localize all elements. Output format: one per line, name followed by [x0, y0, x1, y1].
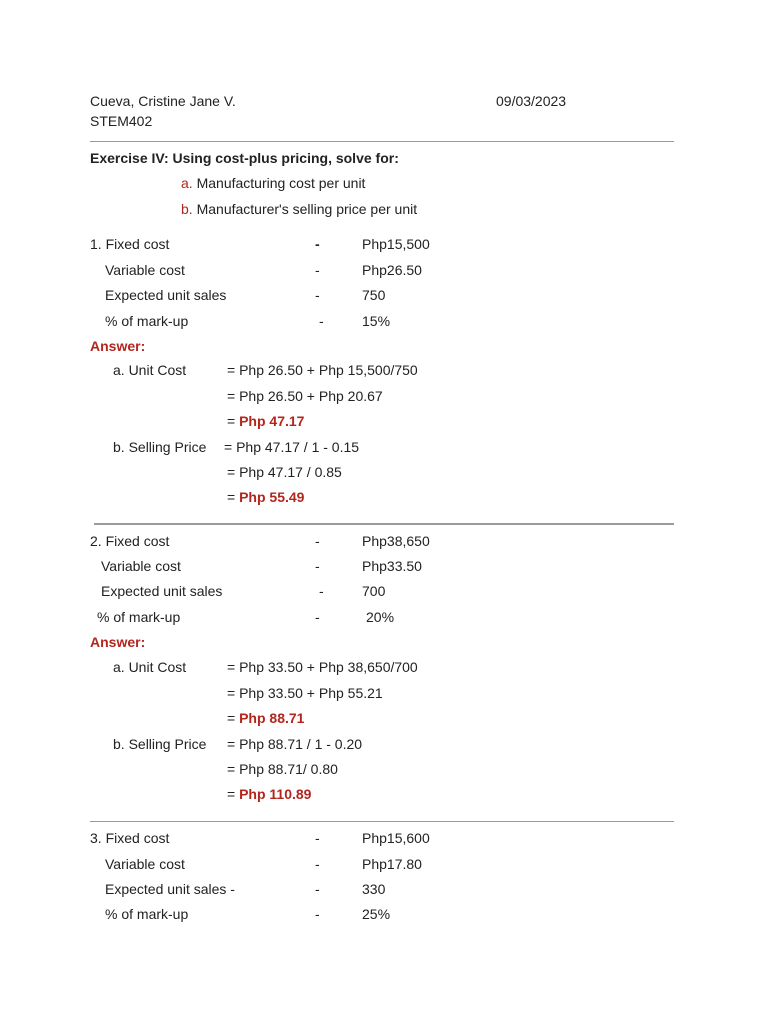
given-value: 25% — [362, 906, 391, 922]
given-label: Variable cost — [105, 856, 185, 872]
exercise-item-b — [181, 201, 417, 217]
unit-cost-step: = Php 26.50 + Php 15,500/750 — [227, 362, 418, 378]
document-date: 09/03/2023 — [496, 93, 567, 109]
given-dash: - — [315, 881, 320, 897]
given-label: 1. Fixed cost — [90, 236, 170, 252]
section-divider — [90, 821, 674, 822]
given-label: % of mark-up — [97, 609, 181, 625]
selling-price-result — [227, 489, 304, 505]
exercise-item-letter: b. — [181, 201, 193, 217]
given-label: % of mark-up — [105, 906, 189, 922]
given-dash: - — [315, 558, 320, 574]
unit-cost-result — [227, 710, 304, 726]
student-name: Cueva, Cristine Jane V. — [90, 93, 236, 109]
result-value: Php 88.71 — [239, 710, 305, 726]
unit-cost-result — [227, 413, 304, 429]
result-value: Php 47.17 — [239, 413, 305, 429]
given-label: Variable cost — [101, 558, 181, 574]
selling-price-label: b. Selling Price — [113, 439, 207, 455]
result-prefix: = — [227, 786, 240, 802]
given-label: Expected unit sales - — [105, 881, 235, 897]
selling-price-label: b. Selling Price — [113, 736, 207, 752]
given-label: 3. Fixed cost — [90, 830, 170, 846]
given-value: Php38,650 — [362, 533, 430, 549]
given-dash: - — [315, 906, 320, 922]
unit-cost-step: = Php 26.50 + Php 20.67 — [227, 388, 383, 404]
unit-cost-step: = Php 33.50 + Php 55.21 — [227, 685, 383, 701]
result-prefix: = — [227, 413, 240, 429]
given-dash: - — [319, 313, 324, 329]
unit-cost-step: = Php 33.50 + Php 38,650/700 — [227, 659, 418, 675]
given-label: Variable cost — [105, 262, 185, 278]
selling-price-step: = Php 47.17 / 1 - 0.15 — [224, 439, 360, 455]
given-value: Php15,600 — [362, 830, 430, 846]
result-prefix: = — [227, 710, 240, 726]
given-value: 20% — [366, 609, 395, 625]
selling-price-step: = Php 88.71/ 0.80 — [227, 761, 338, 777]
given-value: 330 — [362, 881, 386, 897]
given-dash: - — [315, 856, 320, 872]
given-dash: - — [315, 287, 320, 303]
given-dash: - — [319, 583, 324, 599]
given-dash: - — [315, 533, 320, 549]
header-divider — [90, 141, 674, 142]
selling-price-step: = Php 88.71 / 1 - 0.20 — [227, 736, 363, 752]
given-value: Php17.80 — [362, 856, 422, 872]
given-value: Php26.50 — [362, 262, 422, 278]
selling-price-step: = Php 47.17 / 0.85 — [227, 464, 342, 480]
exercise-item-text: Manufacturing cost per unit — [196, 175, 366, 191]
exercise-item-text: Manufacturer's selling price per unit — [196, 201, 418, 217]
given-value: Php15,500 — [362, 236, 430, 252]
given-label: % of mark-up — [105, 313, 189, 329]
unit-cost-label: a. Unit Cost — [113, 659, 187, 675]
section-divider — [94, 523, 674, 525]
exercise-title: Exercise IV: Using cost-plus pricing, solve for: — [90, 150, 399, 166]
result-prefix: = — [227, 489, 240, 505]
given-dash: - — [315, 609, 320, 625]
result-value: Php 110.89 — [239, 786, 312, 802]
exercise-item-letter: a. — [181, 175, 193, 191]
given-value: 15% — [362, 313, 391, 329]
given-label: 2. Fixed cost — [90, 533, 170, 549]
given-dash: - — [315, 830, 320, 846]
student-section: STEM402 — [90, 113, 153, 129]
result-value: Php 55.49 — [239, 489, 305, 505]
selling-price-result — [227, 786, 311, 802]
exercise-item-a — [181, 175, 365, 191]
given-dash: - — [315, 236, 320, 252]
answer-label: Answer: — [90, 338, 146, 354]
given-dash: - — [315, 262, 320, 278]
answer-label: Answer: — [90, 634, 146, 650]
unit-cost-label: a. Unit Cost — [113, 362, 187, 378]
given-label: Expected unit sales — [105, 287, 227, 303]
given-label: Expected unit sales — [101, 583, 223, 599]
given-value: Php33.50 — [362, 558, 422, 574]
given-value: 750 — [362, 287, 386, 303]
given-value: 700 — [362, 583, 386, 599]
